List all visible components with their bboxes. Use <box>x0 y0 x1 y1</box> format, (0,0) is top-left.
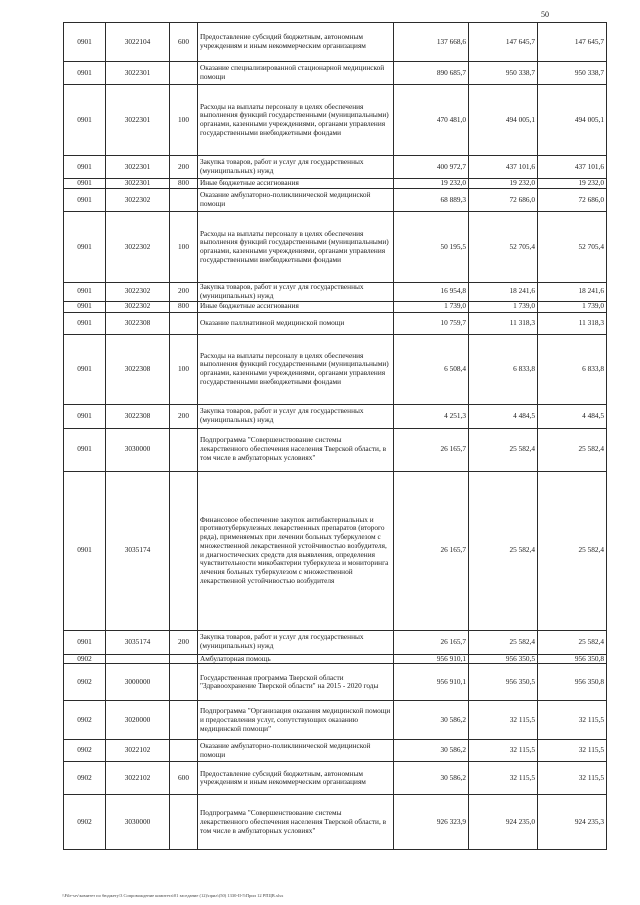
expense-type-code-cell: 200 <box>170 156 198 179</box>
expense-type-code-cell <box>170 471 198 630</box>
table-row <box>64 428 607 471</box>
table-row <box>64 85 607 156</box>
amount-year1-cell: 50 195,5 <box>394 212 469 283</box>
amount-year1-cell: 26 165,7 <box>394 630 469 654</box>
amount-year3-cell: 19 232,0 <box>538 179 607 189</box>
expense-name-cell: Финансовое обеспечение закупок антибактериальных и противотуберкулезных лекарственных препаратов (второго ряда), применяемых при лечении больных туберкулезом с множественной лекарственной устойчивостью возбудителя, и диагностических средств для выявления, определения чувствительности микобактерии туберкулеза и мониторинга лечения больных туберкулезом с множественной лекарственной устойчивостью возбудителя <box>198 471 394 630</box>
amount-year2-cell: 19 232,0 <box>469 179 538 189</box>
file-path-footer: \\File-srv\комитет по бюджету\3 Сопровождение комитета\01 заседание (12)\прил\(50) 1330-II-5\Прил 12 РПЦВ.xlsx <box>62 893 284 898</box>
amount-year2-cell: 25 582,4 <box>469 428 538 471</box>
article-code-cell: 3030000 <box>106 428 170 471</box>
amount-year2-cell: 1 739,0 <box>469 301 538 312</box>
table-row <box>64 62 607 85</box>
amount-year2-cell: 11 318,3 <box>469 312 538 334</box>
article-code-cell: 3022308 <box>106 404 170 428</box>
expense-name-cell: Расходы на выплаты персоналу в целях обеспечения выполнения функций государственными (муниципальными) органами, казенными учреждениями, органами управления государственными внебюджетными фондами <box>198 212 394 283</box>
amount-year2-cell: 437 101,6 <box>469 156 538 179</box>
expense-name-cell: Расходы на выплаты персоналу в целях обеспечения выполнения функций государственными (муниципальными) органами, казенными учреждениями, органами управления государственными внебюджетными фондами <box>198 85 394 156</box>
table-row <box>64 701 607 740</box>
expense-type-code-cell: 600 <box>170 762 198 795</box>
article-code-cell: 3022308 <box>106 334 170 404</box>
section-code-cell: 0901 <box>64 428 106 471</box>
amount-year3-cell: 32 115,5 <box>538 701 607 740</box>
amount-year1-cell: 400 972,7 <box>394 156 469 179</box>
amount-year1-cell: 26 165,7 <box>394 428 469 471</box>
amount-year2-cell: 147 645,7 <box>469 23 538 62</box>
amount-year3-cell: 32 115,5 <box>538 740 607 762</box>
amount-year2-cell: 25 582,4 <box>469 471 538 630</box>
amount-year3-cell: 437 101,6 <box>538 156 607 179</box>
amount-year2-cell: 32 115,5 <box>469 762 538 795</box>
article-code-cell <box>106 654 170 664</box>
amount-year3-cell: 25 582,4 <box>538 630 607 654</box>
amount-year3-cell: 25 582,4 <box>538 471 607 630</box>
section-code-cell: 0901 <box>64 85 106 156</box>
amount-year2-cell: 924 235,0 <box>469 795 538 850</box>
amount-year1-cell: 890 685,7 <box>394 62 469 85</box>
table-row <box>64 334 607 404</box>
amount-year3-cell: 6 833,8 <box>538 334 607 404</box>
amount-year2-cell: 6 833,8 <box>469 334 538 404</box>
table-row <box>64 23 607 62</box>
article-code-cell: 3022301 <box>106 179 170 189</box>
section-code-cell: 0901 <box>64 189 106 212</box>
expense-name-cell: Закупка товаров, работ и услуг для государственных (муниципальных) нужд <box>198 156 394 179</box>
section-code-cell: 0901 <box>64 212 106 283</box>
expense-type-code-cell: 200 <box>170 404 198 428</box>
amount-year1-cell: 6 508,4 <box>394 334 469 404</box>
expense-name-cell: Закупка товаров, работ и услуг для государственных (муниципальных) нужд <box>198 630 394 654</box>
table-row <box>64 762 607 795</box>
article-code-cell: 3022302 <box>106 212 170 283</box>
amount-year2-cell: 72 686,0 <box>469 189 538 212</box>
expense-name-cell: Расходы на выплаты персоналу в целях обеспечения выполнения функций государственными (муниципальными) органами, казенными учреждениями, органами управления государственными внебюджетными фондами <box>198 334 394 404</box>
amount-year1-cell: 30 586,2 <box>394 740 469 762</box>
amount-year1-cell: 137 668,6 <box>394 23 469 62</box>
expense-name-cell: Закупка товаров, работ и услуг для государственных (муниципальных) нужд <box>198 283 394 302</box>
expense-name-cell: Оказание амбулаторно-поликлинической медицинской помощи <box>198 740 394 762</box>
amount-year2-cell: 956 350,5 <box>469 664 538 701</box>
expense-name-cell: Государственная программа Тверской области "Здравоохранение Тверской области" на 2015 - 2020 годы <box>198 664 394 701</box>
article-code-cell: 3030000 <box>106 795 170 850</box>
expense-type-code-cell <box>170 189 198 212</box>
expense-type-code-cell <box>170 654 198 664</box>
amount-year3-cell: 72 686,0 <box>538 189 607 212</box>
amount-year1-cell: 470 481,0 <box>394 85 469 156</box>
section-code-cell: 0901 <box>64 471 106 630</box>
expense-type-code-cell: 200 <box>170 630 198 654</box>
expense-type-code-cell <box>170 312 198 334</box>
amount-year1-cell: 30 586,2 <box>394 762 469 795</box>
expense-type-code-cell <box>170 62 198 85</box>
article-code-cell: 3022102 <box>106 762 170 795</box>
article-code-cell: 3035174 <box>106 471 170 630</box>
section-code-cell: 0901 <box>64 179 106 189</box>
expense-type-code-cell <box>170 740 198 762</box>
expense-type-code-cell <box>170 795 198 850</box>
amount-year1-cell: 926 323,9 <box>394 795 469 850</box>
section-code-cell: 0901 <box>64 62 106 85</box>
amount-year1-cell: 4 251,3 <box>394 404 469 428</box>
article-code-cell: 3022301 <box>106 85 170 156</box>
expense-name-cell: Предоставление субсидий бюджетным, автономным учреждениям и иным некоммерческим организациям <box>198 762 394 795</box>
section-code-cell: 0901 <box>64 404 106 428</box>
section-code-cell: 0901 <box>64 334 106 404</box>
expense-type-code-cell: 100 <box>170 212 198 283</box>
table-row <box>64 630 607 654</box>
expense-name-cell: Оказание специализированной стационарной медицинской помощи <box>198 62 394 85</box>
section-code-cell: 0901 <box>64 283 106 302</box>
budget-table <box>63 22 607 850</box>
amount-year3-cell: 11 318,3 <box>538 312 607 334</box>
section-code-cell: 0901 <box>64 301 106 312</box>
table-row <box>64 404 607 428</box>
table-row <box>64 471 607 630</box>
article-code-cell: 3022301 <box>106 156 170 179</box>
expense-name-cell: Амбулаторная помощь <box>198 654 394 664</box>
page-number: 50 <box>541 10 549 19</box>
amount-year1-cell: 956 910,1 <box>394 654 469 664</box>
article-code-cell: 3022302 <box>106 301 170 312</box>
section-code-cell: 0902 <box>64 701 106 740</box>
amount-year3-cell: 956 350,8 <box>538 664 607 701</box>
expense-name-cell: Оказание паллиативной медицинской помощи <box>198 312 394 334</box>
table-row <box>64 283 607 302</box>
section-code-cell: 0902 <box>64 664 106 701</box>
table-row <box>64 156 607 179</box>
table-row <box>64 301 607 312</box>
article-code-cell: 3000000 <box>106 664 170 701</box>
amount-year1-cell: 16 954,8 <box>394 283 469 302</box>
expense-type-code-cell: 800 <box>170 301 198 312</box>
amount-year2-cell: 18 241,6 <box>469 283 538 302</box>
expense-name-cell: Подпрограмма "Организация оказания медицинской помощи и предоставления услуг, сопутствующих оказанию медицинской помощи" <box>198 701 394 740</box>
article-code-cell: 3022301 <box>106 62 170 85</box>
expense-name-cell: Иные бюджетные ассигнования <box>198 301 394 312</box>
expense-name-cell: Закупка товаров, работ и услуг для государственных (муниципальных) нужд <box>198 404 394 428</box>
expense-type-code-cell <box>170 701 198 740</box>
amount-year2-cell: 494 005,1 <box>469 85 538 156</box>
expense-name-cell: Предоставление субсидий бюджетным, автономным учреждениям и иным некоммерческим организациям <box>198 23 394 62</box>
amount-year3-cell: 956 350,8 <box>538 654 607 664</box>
amount-year3-cell: 1 739,0 <box>538 301 607 312</box>
amount-year3-cell: 52 705,4 <box>538 212 607 283</box>
article-code-cell: 3022302 <box>106 283 170 302</box>
expense-name-cell: Оказание амбулаторно-поликлинической медицинской помощи <box>198 189 394 212</box>
amount-year2-cell: 950 338,7 <box>469 62 538 85</box>
table-row <box>64 654 607 664</box>
amount-year3-cell: 950 338,7 <box>538 62 607 85</box>
section-code-cell: 0902 <box>64 795 106 850</box>
article-code-cell: 3020000 <box>106 701 170 740</box>
article-code-cell: 3022104 <box>106 23 170 62</box>
article-code-cell: 3022308 <box>106 312 170 334</box>
table-row <box>64 179 607 189</box>
expense-type-code-cell: 600 <box>170 23 198 62</box>
section-code-cell: 0902 <box>64 740 106 762</box>
amount-year2-cell: 4 484,5 <box>469 404 538 428</box>
section-code-cell: 0902 <box>64 654 106 664</box>
section-code-cell: 0901 <box>64 630 106 654</box>
amount-year1-cell: 10 759,7 <box>394 312 469 334</box>
amount-year3-cell: 25 582,4 <box>538 428 607 471</box>
table-row <box>64 795 607 850</box>
amount-year2-cell: 32 115,5 <box>469 740 538 762</box>
section-code-cell: 0901 <box>64 23 106 62</box>
amount-year3-cell: 494 005,1 <box>538 85 607 156</box>
amount-year3-cell: 18 241,6 <box>538 283 607 302</box>
amount-year1-cell: 26 165,7 <box>394 471 469 630</box>
expense-type-code-cell: 100 <box>170 334 198 404</box>
amount-year2-cell: 25 582,4 <box>469 630 538 654</box>
table-row <box>64 740 607 762</box>
expense-name-cell: Подпрограмма "Совершенствование системы лекарственного обеспечения населения Тверской области, в том числе в амбулаторных условиях" <box>198 428 394 471</box>
amount-year1-cell: 68 889,3 <box>394 189 469 212</box>
amount-year1-cell: 30 586,2 <box>394 701 469 740</box>
section-code-cell: 0902 <box>64 762 106 795</box>
article-code-cell: 3022302 <box>106 189 170 212</box>
amount-year3-cell: 924 235,3 <box>538 795 607 850</box>
article-code-cell: 3035174 <box>106 630 170 654</box>
expense-type-code-cell: 200 <box>170 283 198 302</box>
expense-type-code-cell: 100 <box>170 85 198 156</box>
article-code-cell: 3022102 <box>106 740 170 762</box>
expense-name-cell: Иные бюджетные ассигнования <box>198 179 394 189</box>
amount-year1-cell: 19 232,0 <box>394 179 469 189</box>
amount-year3-cell: 147 645,7 <box>538 23 607 62</box>
section-code-cell: 0901 <box>64 312 106 334</box>
amount-year2-cell: 956 350,5 <box>469 654 538 664</box>
amount-year3-cell: 4 484,5 <box>538 404 607 428</box>
amount-year2-cell: 32 115,5 <box>469 701 538 740</box>
expense-type-code-cell: 800 <box>170 179 198 189</box>
table-row <box>64 189 607 212</box>
table-row <box>64 312 607 334</box>
amount-year2-cell: 52 705,4 <box>469 212 538 283</box>
table-row <box>64 664 607 701</box>
table-row <box>64 212 607 283</box>
amount-year1-cell: 956 910,1 <box>394 664 469 701</box>
amount-year1-cell: 1 739,0 <box>394 301 469 312</box>
expense-name-cell: Подпрограмма "Совершенствование системы лекарственного обеспечения населения Тверской области, в том числе в амбулаторных условиях" <box>198 795 394 850</box>
amount-year3-cell: 32 115,5 <box>538 762 607 795</box>
section-code-cell: 0901 <box>64 156 106 179</box>
expense-type-code-cell <box>170 664 198 701</box>
expense-type-code-cell <box>170 428 198 471</box>
